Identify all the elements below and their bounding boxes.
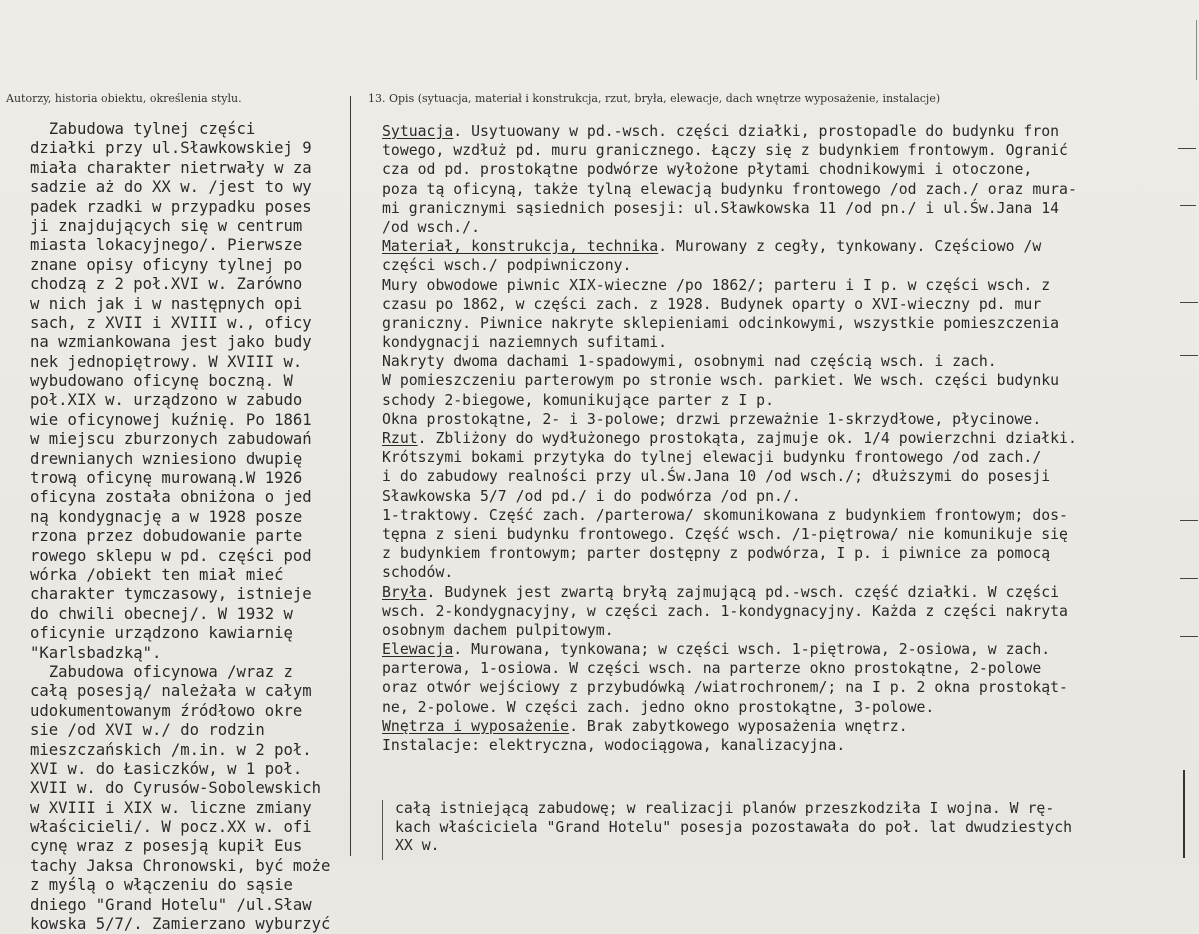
description-text-run: schody 2-biegowe, komunikujące parter z I p.: [382, 391, 774, 409]
bottom-frame-left: [382, 800, 383, 860]
history-line: padek rzadki w przypadku poses: [30, 197, 312, 216]
description-line: [382, 429, 1197, 448]
left-column-header: Autorzy, historia obiektu, określenia stylu.: [6, 92, 242, 105]
history-line: poł.XIX w. urządzono w zabudo: [30, 391, 303, 410]
description-text-run: i do zabudowy realności przy ul.Św.Jana 10 /od wsch./; dłuższymi do posesji: [382, 468, 1051, 486]
description-text-run: czasu po 1862, w części zach. z 1928. Budynek oparty o XVI-wieczny pd. mur: [382, 295, 1042, 313]
history-line: oficyna została obniżona o jed: [30, 488, 312, 507]
section-heading: Wnętrza i wyposażenie: [382, 717, 570, 735]
description-text-run: 1-traktowy. Część zach. /parterowa/ skomunikowana z budynkiem frontowym; dos-: [382, 506, 1068, 524]
description-text-run: poza tą oficyną, także tylną elewacją budynku frontowego /od zach./ oraz mura-: [382, 180, 1077, 198]
history-line: w miejscu zburzonych zabudowań: [30, 430, 312, 449]
description-line: [382, 122, 1197, 141]
margin-tick: [1180, 205, 1196, 206]
description-line: [382, 371, 1197, 390]
description-line: [382, 218, 1197, 237]
history-line: rowego sklepu w pd. części pod: [30, 546, 312, 565]
description-text-run: wsch. 2-kondygnacyjny, w części zach. 1-kondygnacyjny. Każda z części nakryta: [382, 602, 1068, 620]
description-text-run: Nakryty dwoma dachami 1-spadowymi, osobnymi nad częścią wsch. i zach.: [382, 353, 997, 371]
right-column-header: 13. Opis (sytuacja, materiał i konstrukcja, rzut, bryła, elewacje, dach wnętrze wyposażenie, instalacje): [368, 92, 941, 105]
description-line: [382, 583, 1197, 602]
margin-tick: [1178, 148, 1196, 149]
history-line: rzona przez dobudowanie parte: [30, 527, 303, 546]
description-line: [382, 314, 1197, 333]
continuation-line: całą istniejącą zabudowę; w realizacji planów przeszkodziła I wojna. W rę-: [395, 800, 1055, 817]
history-line: tachy Jaksa Chronowski, być może: [30, 856, 331, 875]
description-text-run: osobnym dachem pulpitowym.: [382, 621, 614, 639]
history-line: do chwili obecnej/. W 1932 w: [30, 604, 293, 623]
description-line: [382, 391, 1197, 410]
history-line: na wzmiankowana jest jako budy: [30, 333, 312, 352]
description-line: [382, 698, 1197, 717]
history-line: miasta lokacyjnego/. Pierwsze: [30, 236, 303, 255]
history-line: znane opisy oficyny tylnej po: [30, 255, 303, 274]
description-line: [382, 487, 1197, 506]
history-line: Zabudowa oficynowa /wraz z: [30, 662, 293, 681]
margin-tick: [1180, 636, 1198, 637]
history-line: chodzą z 2 poł.XVI w. Zarówno: [30, 275, 303, 294]
description-text-run: cza od pd. prostokątne podwórze wyłożone płytami chodnikowymi i otoczone,: [382, 161, 1033, 179]
history-line: mieszczańskich /m.in. w 2 poł.: [30, 740, 312, 759]
description-text-run: Okna prostokątne, 2- i 3-polowe; drzwi przeważnie 1-skrzydłowe, płycinowe.: [382, 410, 1042, 428]
description-text-run: części wsch./ podpiwniczony.: [382, 257, 632, 275]
description-line: [382, 410, 1197, 429]
history-line: cynę wraz z posesją kupił Eus: [30, 837, 303, 856]
history-line: sach, z XVII i XVIII w., oficy: [30, 313, 312, 332]
description-text-run: Instalacje: elektryczna, wodociągowa, kanalizacyjna.: [382, 737, 846, 754]
history-line: kowska 5/7/. Zamierzano wyburzyć: [30, 915, 331, 934]
history-line: ji znajdujących się w centrum: [30, 216, 303, 235]
description-text-run: mi granicznymi sąsiednich posesji: ul.Sławkowska 11 /od pn./ i ul.Św.Jana 14: [382, 199, 1060, 217]
history-line: w nich jak i w następnych opi: [30, 294, 303, 313]
description-text-run: schodów.: [382, 564, 454, 582]
margin-tick: [1180, 578, 1198, 579]
description-text-run: tępna z sieni budynku frontowego. Część wsch. /1-piętrowa/ nie komunikuje się: [382, 525, 1068, 543]
description-text-run: . Usytuowany w pd.-wsch. części działki, prostopadle do budynku fron: [453, 123, 1060, 140]
description-text-run: kondygnacji naziemnych sufitami.: [382, 334, 668, 352]
section-heading: Materiał, konstrukcja, technika: [382, 238, 659, 256]
margin-tick: [1180, 520, 1198, 521]
description-line: [382, 640, 1197, 659]
description-line: [382, 256, 1197, 275]
margin-tick: [1180, 302, 1198, 303]
description-line: [382, 160, 1197, 179]
continuation-line: kach właściciela "Grand Hotelu" posesja pozostawała do poł. lat dwudziestych: [395, 818, 1073, 836]
description-text-run: . Zbliżony do wydłużonego prostokąta, zajmuje ok. 1/4 powierzchni działki.: [417, 430, 1077, 447]
description-line: [382, 448, 1197, 467]
description-text-run: parterowa, 1-osiowa. W części wsch. na parterze okno prostokątne, 2-polowe: [382, 660, 1042, 678]
description-line: [382, 717, 1197, 736]
description-text-run: z budynkiem frontowym; parter dostępny z podwórza, I p. i piwnice za pomocą: [382, 545, 1051, 563]
description-line: [382, 678, 1197, 697]
description-text-run: . Murowana, tynkowana; w części wsch. 1-piętrowa, 2-osiowa, w zach.: [453, 641, 1051, 659]
description-text: [382, 122, 1197, 755]
description-line: [382, 525, 1197, 544]
history-line: wie oficynowej kuźnię. Po 1861: [30, 410, 312, 429]
history-line: charakter tymczasowy, istnieje: [30, 585, 312, 604]
history-line: całą posesją/ należała w całym: [30, 682, 312, 701]
history-line: właścicieli/. W pocz.XX w. ofi: [30, 818, 312, 837]
history-line: udokumentowanym źródłowo okre: [30, 701, 303, 720]
description-text-run: . Brak zabytkowego wyposażenia wnętrz.: [569, 717, 908, 735]
description-line: [382, 276, 1197, 295]
history-line: XVII w. do Cyrusów-Sobolewskich: [30, 779, 322, 798]
history-line: z myślą o włączeniu do sąsie: [30, 876, 293, 895]
description-line: [382, 563, 1197, 582]
description-text-run: graniczny. Piwnice nakryte sklepieniami odcinkowymi, wszystkie pomieszczenia: [382, 314, 1060, 332]
description-text-run: Krótszymi bokami przytyka do tylnej elewacji budynku frontowego /od zach./: [382, 449, 1042, 467]
history-line: nek jednopiętrowy. W XVIII w.: [30, 352, 303, 371]
continuation-line: XX w.: [395, 837, 440, 855]
description-text-run: W pomieszczeniu parterowym po stronie wsch. parkiet. We wsch. części budynku: [382, 372, 1060, 390]
history-line: XVI w. do Łasiczków, w 1 poł.: [30, 759, 303, 778]
description-text-run: /od wsch./.: [382, 218, 480, 236]
description-line: [382, 180, 1197, 199]
section-heading: Sytuacja: [382, 123, 454, 140]
description-text-run: towego, wzdłuż pd. muru granicznego. Łączy się z budynkiem frontowym. Ogranić: [382, 142, 1068, 160]
description-line: [382, 621, 1197, 640]
description-text-run: Mury obwodowe piwnic XIX-wieczne /po 1862/; parteru i I p. w części wsch. z: [382, 276, 1051, 294]
section-heading: Rzut: [382, 430, 418, 447]
section-heading: Bryła: [382, 583, 427, 601]
history-line: Zabudowa tylnej części: [30, 120, 256, 138]
description-text-run: Sławkowska 5/7 /od pd./ i do podwórza /od pn./.: [382, 487, 801, 505]
description-line: [382, 506, 1197, 525]
description-line: [382, 352, 1197, 371]
history-line: w XVIII i XIX w. liczne zmiany: [30, 798, 312, 817]
description-line: [382, 602, 1197, 621]
history-line: wórka /obiekt ten miał mieć: [30, 565, 284, 584]
history-text: [30, 120, 360, 934]
history-line: oficynie urządzono kawiarnię: [30, 624, 293, 643]
history-line: drewnianych wzniesiono dwupię: [30, 449, 303, 468]
description-line: [382, 736, 1197, 755]
history-line: miała charakter nietrwały w za: [30, 158, 312, 177]
description-line: [382, 237, 1197, 256]
history-line: ną kondygnację a w 1928 posze: [30, 507, 303, 526]
description-line: [382, 199, 1197, 218]
history-line: trową oficynę murowaną.W 1926: [30, 469, 303, 488]
description-text-run: . Budynek jest zwartą bryłą zajmującą pd.-wsch. część działki. W części: [426, 583, 1060, 601]
description-line: [382, 544, 1197, 563]
history-line: działki przy ul.Sławkowskiej 9: [30, 139, 312, 158]
history-line: wybudowano oficynę boczną. W: [30, 372, 293, 391]
margin-tick: [1180, 355, 1198, 356]
description-line: [382, 659, 1197, 678]
description-line: [382, 295, 1197, 314]
description-line: [382, 333, 1197, 352]
description-line: [382, 141, 1197, 160]
continuation-text: [395, 800, 1185, 856]
description-text-run: oraz otwór wejściowy z przybudówką /wiatrochronem/; na I p. 2 okna prostokąt-: [382, 679, 1068, 697]
history-line: sie /od XVI w./ do rodzin: [30, 721, 265, 740]
section-heading: Elewacja: [382, 641, 454, 659]
history-line: dniego "Grand Hotelu" /ul.Sław: [30, 895, 312, 914]
description-line: [382, 467, 1197, 486]
history-line: sadzie aż do XX w. /jest to wy: [30, 178, 312, 197]
description-text-run: . Murowany z cegły, tynkowany. Częściowo /w: [658, 238, 1042, 256]
history-line: "Karlsbadzką".: [30, 643, 162, 662]
description-text-run: ne, 2-polowe. W części zach. jedno okno prostokątne, 3-polowe.: [382, 698, 935, 716]
right-edge-mark: [1196, 20, 1197, 80]
